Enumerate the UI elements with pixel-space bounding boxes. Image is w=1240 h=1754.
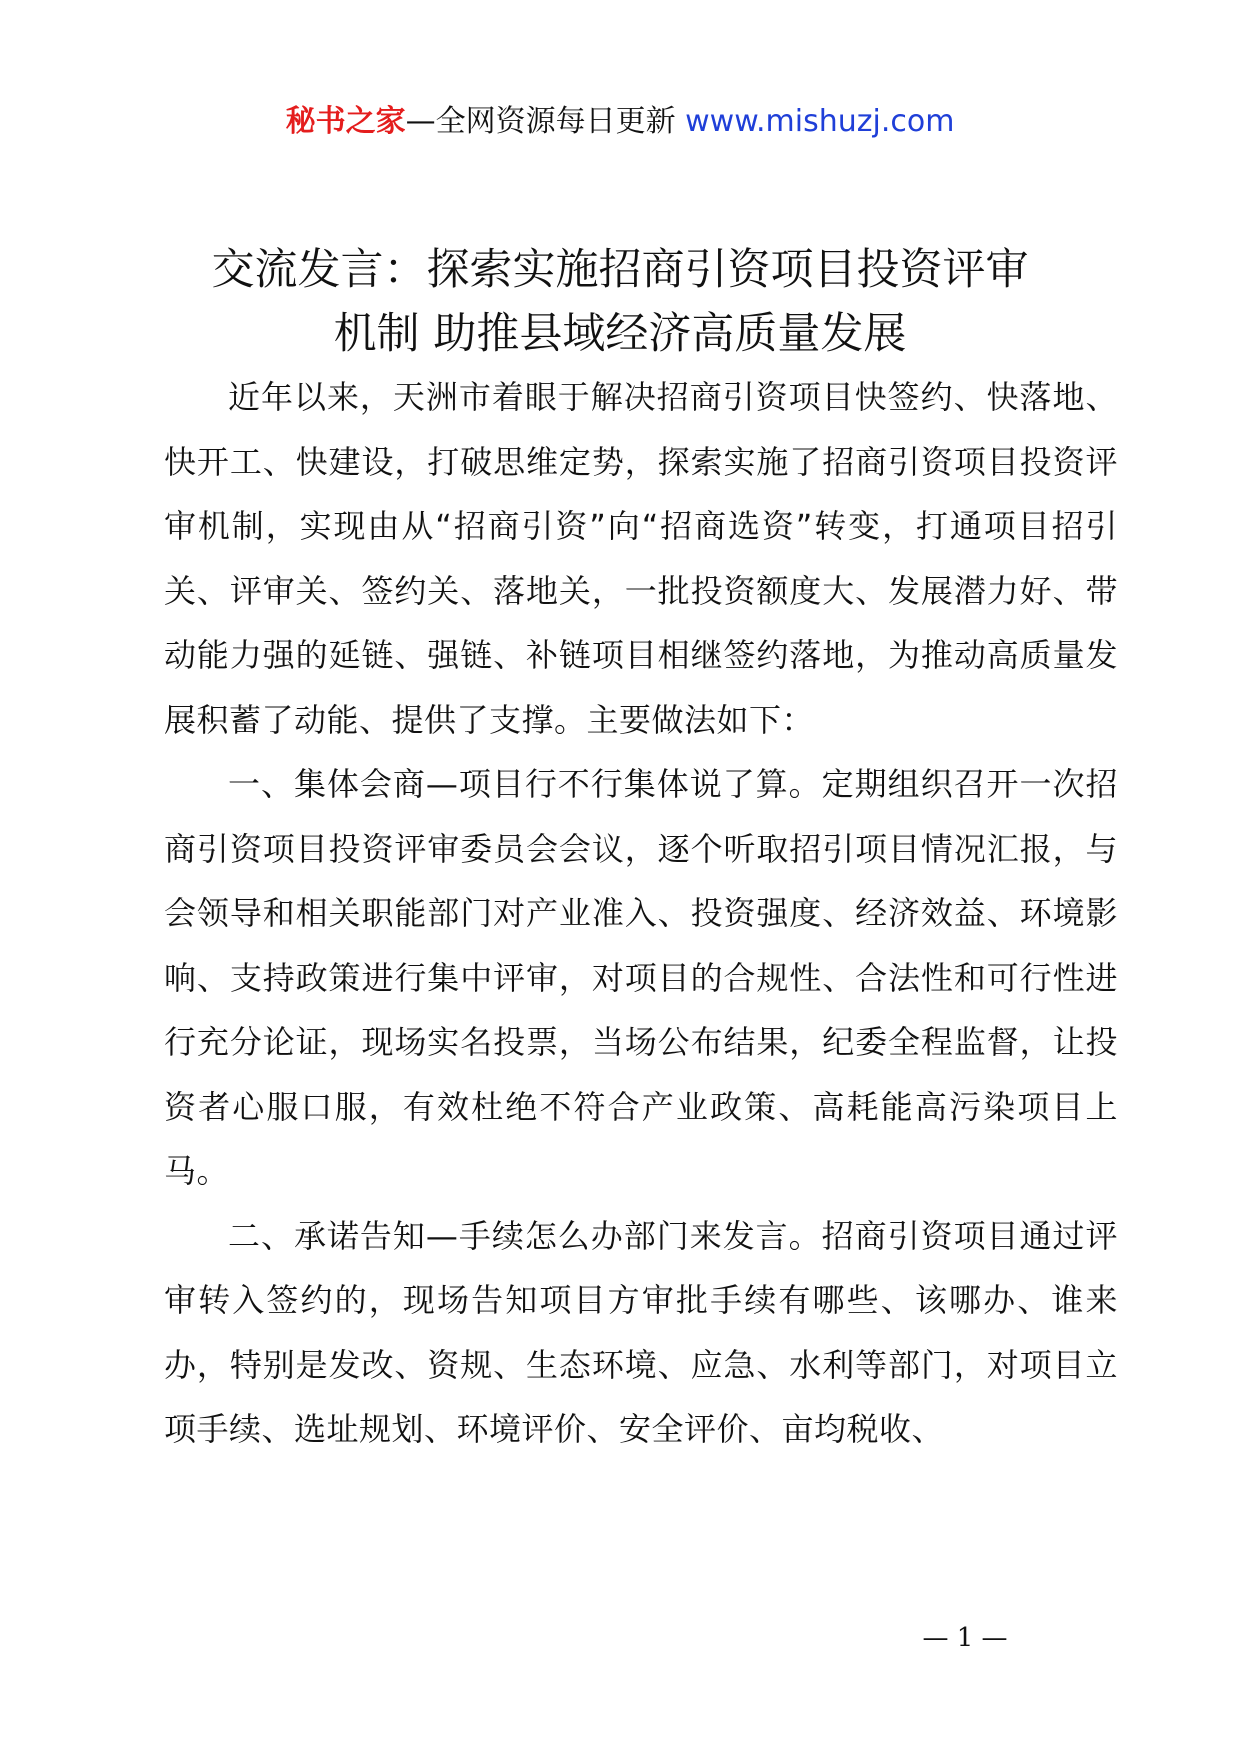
document-title-line-2: 机制 助推县域经济高质量发展 [333, 309, 907, 359]
site-slogan: —全网资源每日更新 [405, 104, 686, 139]
site-url-link[interactable]: www.mishuzj.com [685, 104, 955, 139]
document-title [120, 238, 1120, 366]
paragraph-intro: 近年以来，天洲市着眼于解决招商引资项目快签约、快落地、快开工、快建设，打破思维定势，探索实施了招商引资项目投资评审机制，实现由从“招商引资”向“招商选资”转变，打通项目招引关、评审关、签约关、落地关，一批投资额度大、发展潜力好、带动能力强的延链、强链、补链项目相继签约落地，为推动高质量发展积蓄了动能、提供了支撑。主要做法如下： [164, 378, 1118, 739]
page-number: — 1 — [922, 1623, 1008, 1653]
site-brand: 秘书之家 [285, 104, 406, 139]
document-title-line-1: 交流发言：探索实施招商引资项目投资评审 [211, 245, 1029, 295]
document-body [164, 365, 1118, 1462]
site-header [0, 100, 1240, 144]
paragraph-section-2: 二、承诺告知—手续怎么办部门来发言。招商引资项目通过评审转入签约的，现场告知项目方审批手续有哪些、该哪办、谁来办，特别是发改、资规、生态环境、应急、水利等部门，对项目立项手续、选址规划、环境评价、安全评价、亩均税收、 [164, 1216, 1118, 1448]
paragraph-section-1: 一、集体会商—项目行不行集体说了算。定期组织召开一次招商引资项目投资评审委员会会议，逐个听取招引项目情况汇报，与会领导和相关职能部门对产业准入、投资强度、经济效益、环境影响、支持政策进行集中评审，对项目的合规性、合法性和可行性进行充分论证，现场实名投票，当场公布结果，纪委全程监督，让投资者心服口服，有效杜绝不符合产业政策、高耗能高污染项目上马。 [164, 765, 1118, 1190]
